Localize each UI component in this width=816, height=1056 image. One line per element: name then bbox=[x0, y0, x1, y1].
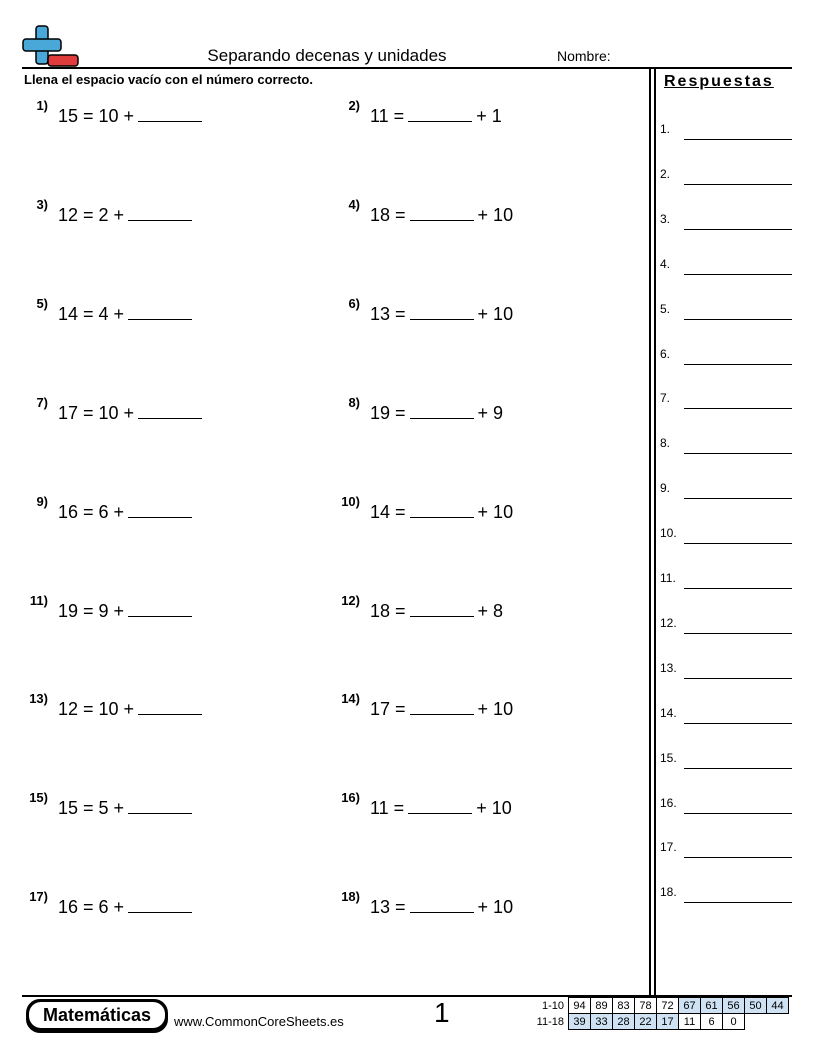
problem bbox=[341, 592, 504, 621]
score-key-cell: 39 bbox=[569, 1014, 591, 1030]
score-key-cell: 17 bbox=[657, 1014, 679, 1030]
answer-row bbox=[660, 391, 792, 409]
answer-blank[interactable] bbox=[684, 184, 792, 185]
site-url: www.CommonCoreSheets.es bbox=[174, 1014, 344, 1029]
problem bbox=[341, 889, 514, 918]
answer-row bbox=[660, 885, 792, 903]
answer-number: 11. bbox=[660, 571, 676, 585]
answer-blank[interactable] bbox=[138, 694, 202, 715]
answer-number: 12. bbox=[660, 615, 677, 630]
problem bbox=[29, 691, 206, 720]
score-key-cell: 50 bbox=[745, 998, 767, 1014]
problem-number: 13) bbox=[29, 691, 48, 707]
score-key-cell: 56 bbox=[723, 998, 745, 1014]
answer-number: 9. bbox=[660, 481, 671, 496]
answer-number: 18. bbox=[660, 885, 677, 900]
problem-equation-left: 18 = bbox=[370, 600, 406, 621]
answer-row bbox=[660, 481, 792, 499]
answer-blank[interactable] bbox=[410, 694, 474, 715]
answer-blank[interactable] bbox=[684, 543, 792, 544]
answer-blank[interactable] bbox=[684, 139, 792, 140]
answer-blank[interactable] bbox=[684, 813, 792, 814]
problem-equation-left: 12 = 10 + bbox=[58, 699, 135, 720]
problem-number: 3) bbox=[36, 196, 48, 212]
answer-blank[interactable] bbox=[684, 229, 792, 230]
score-key-cell: 72 bbox=[657, 998, 679, 1014]
problem-number: 1) bbox=[36, 98, 48, 113]
problem bbox=[348, 98, 502, 126]
answer-blank[interactable] bbox=[128, 200, 192, 221]
answer-blank[interactable] bbox=[684, 633, 792, 634]
problem-number: 17) bbox=[29, 889, 48, 905]
problem bbox=[29, 889, 196, 918]
problem-number: 10) bbox=[341, 493, 360, 509]
problem-number: 12) bbox=[341, 592, 360, 608]
instructions: Llena el espacio vacío con el número correcto. bbox=[24, 72, 313, 87]
score-key bbox=[530, 997, 789, 1030]
answer-number: 2. bbox=[660, 166, 671, 181]
problem-equation-right: + 10 bbox=[477, 204, 514, 225]
problem-equation-left: 13 = bbox=[370, 303, 406, 324]
answer-row bbox=[660, 571, 792, 589]
answer-number: 13. bbox=[660, 660, 677, 675]
answer-blank[interactable] bbox=[408, 101, 472, 122]
score-key-cell: 78 bbox=[635, 998, 657, 1014]
answer-row bbox=[660, 436, 792, 454]
answer-number: 15. bbox=[660, 750, 677, 765]
problem bbox=[341, 691, 514, 720]
problem-number: 7) bbox=[36, 394, 48, 410]
score-key-cell: 22 bbox=[635, 1014, 657, 1030]
answer-number: 16. bbox=[660, 795, 677, 810]
answer-row bbox=[660, 706, 792, 724]
header-divider bbox=[22, 67, 792, 69]
answer-number: 17. bbox=[660, 840, 677, 855]
score-key-cell: 44 bbox=[767, 998, 789, 1014]
name-label: Nombre: bbox=[557, 48, 611, 64]
answer-row bbox=[660, 212, 792, 230]
problem-number: 18) bbox=[341, 889, 360, 905]
problem bbox=[348, 196, 514, 225]
problem bbox=[36, 98, 206, 126]
answer-blank[interactable] bbox=[138, 101, 202, 122]
answer-blank[interactable] bbox=[684, 902, 792, 903]
problem-equation-right: + 10 bbox=[476, 798, 512, 819]
answer-number: 8. bbox=[660, 436, 671, 451]
problem-number: 4) bbox=[348, 196, 360, 212]
answer-blank[interactable] bbox=[684, 498, 792, 499]
problem bbox=[36, 493, 196, 522]
problem-number: 5) bbox=[36, 295, 48, 311]
answer-blank[interactable] bbox=[684, 319, 792, 320]
answer-row bbox=[660, 302, 792, 320]
answer-blank[interactable] bbox=[410, 299, 474, 320]
answer-blank[interactable] bbox=[128, 892, 192, 913]
score-key-cell: 0 bbox=[723, 1014, 745, 1030]
answer-blank[interactable] bbox=[128, 497, 192, 518]
answer-blank[interactable] bbox=[684, 453, 792, 454]
problem-equation-left: 15 = 5 + bbox=[58, 798, 125, 819]
problem-number: 9) bbox=[36, 493, 48, 509]
problem bbox=[348, 394, 504, 423]
answer-number: 7. bbox=[660, 391, 671, 406]
brand-logo bbox=[26, 999, 168, 1033]
page-title: Separando decenas y unidades bbox=[207, 46, 447, 65]
problem-equation-right: + 10 bbox=[477, 897, 514, 918]
problem bbox=[341, 493, 514, 522]
answer-blank[interactable] bbox=[410, 398, 474, 419]
problem-equation-left: 15 = 10 + bbox=[58, 106, 135, 126]
answer-blank[interactable] bbox=[684, 678, 792, 679]
answer-blank[interactable] bbox=[684, 857, 792, 858]
answer-blank[interactable] bbox=[684, 364, 792, 365]
answer-blank[interactable] bbox=[410, 596, 474, 617]
problem-equation-right: + 9 bbox=[477, 402, 504, 423]
answer-row bbox=[660, 796, 792, 814]
answer-row bbox=[660, 347, 792, 365]
answer-column-divider bbox=[654, 68, 656, 996]
problem-equation-left: 12 = 2 + bbox=[58, 204, 125, 225]
problem-number: 11) bbox=[29, 592, 48, 608]
problem bbox=[36, 394, 206, 423]
problem-equation-right: + 10 bbox=[477, 303, 514, 324]
score-key-cell: 94 bbox=[569, 998, 591, 1014]
score-key-cell: 61 bbox=[701, 998, 723, 1014]
answer-number: 4. bbox=[660, 256, 671, 271]
answer-blank[interactable] bbox=[410, 497, 474, 518]
problem-equation-right: + 1 bbox=[476, 106, 502, 126]
problem-equation-left: 11 = bbox=[370, 106, 405, 126]
problem-equation-right: + 10 bbox=[477, 699, 514, 720]
answer-blank[interactable] bbox=[684, 588, 792, 589]
answer-blank[interactable] bbox=[410, 892, 474, 913]
problem bbox=[348, 295, 514, 324]
problem-equation-left: 18 = bbox=[370, 204, 406, 225]
answer-blank[interactable] bbox=[410, 200, 474, 221]
problem-equation-right: + 8 bbox=[477, 600, 504, 621]
problem-equation-left: 13 = bbox=[370, 897, 406, 918]
answer-row bbox=[660, 751, 792, 769]
score-key-cell: 83 bbox=[613, 998, 635, 1014]
problem-equation-left: 19 = bbox=[370, 402, 406, 423]
answer-number: 3. bbox=[660, 211, 671, 226]
answer-row bbox=[660, 840, 792, 858]
problem-equation-left: 16 = 6 + bbox=[58, 501, 125, 522]
answer-number: 6. bbox=[660, 346, 671, 361]
answer-row bbox=[660, 661, 792, 679]
answer-number: 1. bbox=[660, 122, 671, 136]
score-key-cell: 6 bbox=[701, 1014, 723, 1030]
answer-row bbox=[660, 122, 792, 140]
problem-equation-left: 14 = bbox=[370, 501, 406, 522]
score-key-cell: 89 bbox=[591, 998, 613, 1014]
score-key-cell: 11 bbox=[679, 1014, 701, 1030]
brand-label: Matemáticas bbox=[29, 1002, 165, 1028]
problem-equation-left: 17 = bbox=[370, 699, 406, 720]
answer-blank[interactable] bbox=[128, 793, 192, 814]
problem-equation-left: 11 = bbox=[370, 798, 405, 819]
score-key-label: 1-10 bbox=[541, 999, 564, 1012]
problem-number: 8) bbox=[348, 394, 360, 410]
problem-equation-left: 19 = 9 + bbox=[58, 600, 125, 621]
problem bbox=[29, 592, 196, 621]
problem-equation-left: 17 = 10 + bbox=[58, 402, 135, 423]
score-key-cell: 67 bbox=[679, 998, 701, 1014]
answer-row bbox=[660, 616, 792, 634]
answer-blank[interactable] bbox=[128, 299, 192, 320]
answer-blank[interactable] bbox=[684, 274, 792, 275]
problem-number: 2) bbox=[348, 98, 360, 113]
answer-number: 14. bbox=[660, 705, 677, 720]
answer-column-divider bbox=[649, 68, 651, 996]
answer-blank[interactable] bbox=[684, 723, 792, 724]
answer-row bbox=[660, 526, 792, 544]
score-key-cell: 28 bbox=[613, 1014, 635, 1030]
answer-blank[interactable] bbox=[408, 793, 472, 814]
answer-row bbox=[660, 167, 792, 185]
answer-blank[interactable] bbox=[128, 596, 192, 617]
answer-row bbox=[660, 257, 792, 275]
answer-blank[interactable] bbox=[684, 408, 792, 409]
problem bbox=[36, 295, 196, 324]
problem-equation-left: 16 = 6 + bbox=[58, 897, 125, 918]
score-key-label: 11-18 bbox=[536, 1015, 564, 1028]
problem bbox=[29, 790, 196, 819]
problem-equation-left: 14 = 4 + bbox=[58, 303, 125, 324]
problem-number: 15) bbox=[29, 790, 48, 806]
problem-number: 14) bbox=[341, 691, 360, 707]
problem-number: 16) bbox=[341, 790, 360, 806]
answer-number: 5. bbox=[660, 301, 671, 316]
page-number: 1 bbox=[434, 997, 450, 1028]
answers-title: Respuestas bbox=[664, 73, 774, 90]
answer-number: 10. bbox=[660, 526, 677, 541]
problem bbox=[341, 790, 512, 819]
problem bbox=[36, 196, 196, 225]
answer-blank[interactable] bbox=[138, 398, 202, 419]
answer-blank[interactable] bbox=[684, 768, 792, 769]
score-key-cell: 33 bbox=[591, 1014, 613, 1030]
problem-number: 6) bbox=[348, 295, 360, 311]
problem-equation-right: + 10 bbox=[477, 501, 514, 522]
